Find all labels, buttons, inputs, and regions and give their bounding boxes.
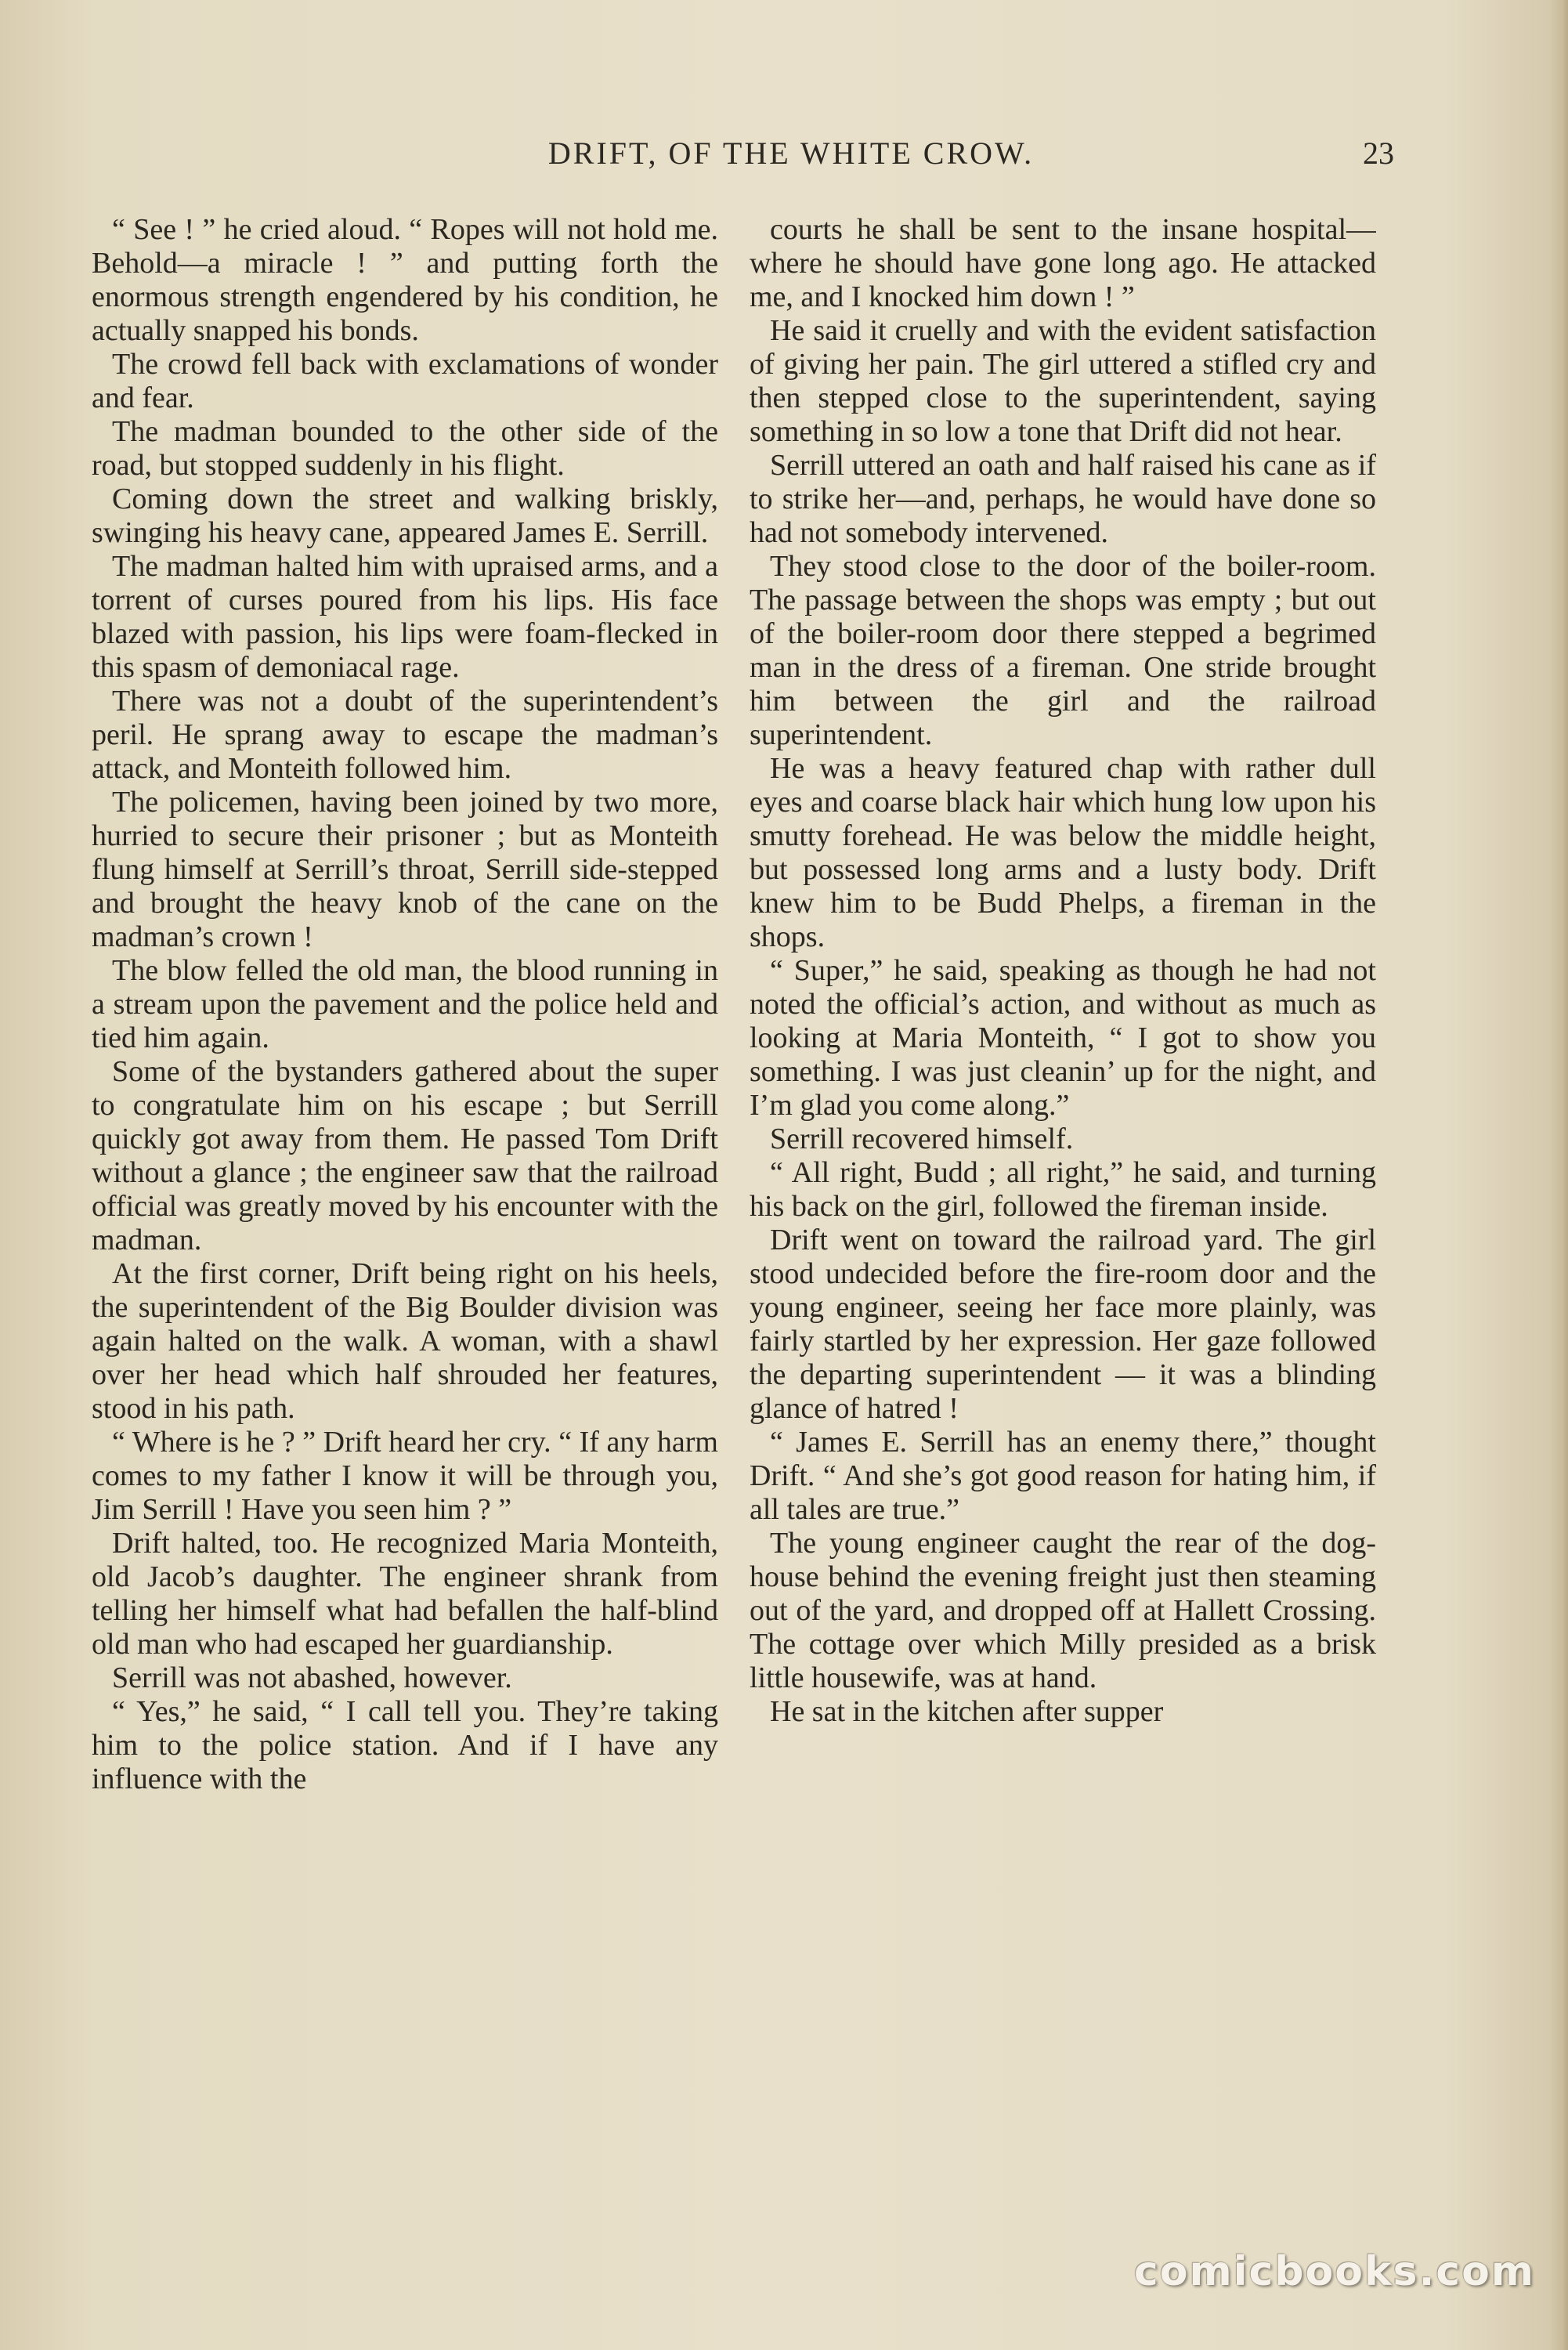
paragraph: Serrill recovered himself. bbox=[770, 1123, 1074, 1155]
paragraph: The blow felled the old man, the blood running in a stream upon the pavement and the police held and tied him again. bbox=[92, 954, 718, 1054]
paragraph: Drift went on toward the railroad yard. The girl stood undecided before the fire-room door and the young engineer, seeing her face more plainly, was fairly startled by her expression. Her gaze followed the departing superintendent — it was a blinding glance of hatred ! bbox=[750, 1224, 1376, 1425]
paragraph: Some of the bystanders gathered about the super to congratulate him on his escape ; but Serrill quickly got away from them. He passed Tom Drift without a glance ; the engineer saw that the railroad official was greatly moved by his encounter with the madman. bbox=[92, 1055, 718, 1256]
paragraph: “ Yes,” he said, “ I call tell you. They’re taking him to the police station. And if I have any influence with the bbox=[92, 1695, 718, 1795]
paragraph: The young engineer caught the rear of the dog-house behind the evening freight just then steaming out of the yard, and dropped off at Hallett Crossing. The cottage over which Milly presided as a brisk little housewife, was at hand. bbox=[750, 1527, 1376, 1694]
paragraph: courts he shall be sent to the insane hospital—where he should have gone long ago. He attacked me, and I knocked him down ! ” bbox=[750, 213, 1376, 313]
watermark-logo: comicbooks.com bbox=[1133, 2248, 1535, 2295]
paragraph: At the first corner, Drift being right on his heels, the superintendent of the Big Boulder division was again halted on the walk. A woman, with a shawl over her head which half shrouded her features, stood in his path. bbox=[92, 1257, 718, 1425]
paragraph: “ Where is he ? ” Drift heard her cry. “ If any harm comes to my father I know it will be through you, Jim Serrill ! Have you seen him ? ” bbox=[92, 1426, 718, 1526]
paragraph: There was not a doubt of the superintendent’s peril. He sprang away to escape the madman’s attack, and Monteith followed him. bbox=[92, 685, 718, 785]
paragraph: The crowd fell back with exclamations of wonder and fear. bbox=[92, 348, 718, 414]
paragraph: The madman halted him with upraised arms, and a torrent of curses poured from his lips. His face blazed with passion, his lips were foam-flecked in this spasm of demoniacal rage. bbox=[92, 550, 718, 684]
paragraph: Serrill was not abashed, however. bbox=[112, 1661, 512, 1694]
paragraph: They stood close to the door of the boiler-room. The passage between the shops was empty ; but out of the boiler-room door there stepped a begrimed man in the dress of a fireman. One stride brought him between the girl and the railroad superintendent. bbox=[750, 550, 1376, 751]
paragraph: He said it cruelly and with the evident satisfaction of giving her pain. The girl uttered a stifled cry and then stepped close to the superintendent, saying something in so low a tone that Drift did not hear. bbox=[750, 314, 1376, 448]
paragraph: Serrill uttered an oath and half raised his cane as if to strike her—and, perhaps, he would have done so had not somebody intervened. bbox=[750, 449, 1376, 549]
page-edge-shadow bbox=[1549, 0, 1568, 2350]
paragraph: “ James E. Serrill has an enemy there,” thought Drift. “ And she’s got good reason for hating him, if all tales are true.” bbox=[750, 1426, 1376, 1526]
paragraph: The policemen, having been joined by two more, hurried to secure their prisoner ; but as Monteith flung himself at Serrill’s throat, Serrill side-stepped and brought the heavy knob of the cane on the madman’s crown ! bbox=[92, 786, 718, 953]
paragraph: The madman bounded to the other side of the road, but stopped suddenly in his flight. bbox=[92, 415, 718, 482]
paragraph: “ Super,” he said, speaking as though he had not noted the official’s action, and without as much as looking at Maria Monteith, “ I got to show you something. I was just cleanin’ up for the night, and I’m glad you come along.” bbox=[750, 954, 1376, 1122]
paragraph: “ All right, Budd ; all right,” he said, and turning his back on the girl, followed the fireman inside. bbox=[750, 1156, 1376, 1223]
running-title: DRIFT, OF THE WHITE CROW. bbox=[547, 136, 1035, 171]
paragraph: Coming down the street and walking briskly, swinging his heavy cane, appeared James E. Serrill. bbox=[92, 483, 718, 549]
page-number: 23 bbox=[1363, 136, 1394, 171]
paragraph: Drift halted, too. He recognized Maria Monteith, old Jacob’s daughter. The engineer shrank from telling her himself what had befallen the half-blind old man who had escaped her guardianship. bbox=[92, 1527, 718, 1661]
right-text-column bbox=[750, 213, 1376, 2171]
left-text-column bbox=[92, 213, 718, 2171]
paragraph: He was a heavy featured chap with rather dull eyes and coarse black hair which hung low upon his smutty forehead. He was below the middle height, but possessed long arms and a lusty body. Drift knew him to be Budd Phelps, a fireman in the shops. bbox=[750, 752, 1376, 953]
paragraph: He sat in the kitchen after supper bbox=[770, 1695, 1164, 1728]
paragraph: “ See ! ” he cried aloud. “ Ropes will not hold me. Behold—a miracle ! ” and putting forth the enormous strength engendered by his condition, he actually snapped his bonds. bbox=[92, 213, 718, 347]
page-header bbox=[188, 135, 1394, 182]
